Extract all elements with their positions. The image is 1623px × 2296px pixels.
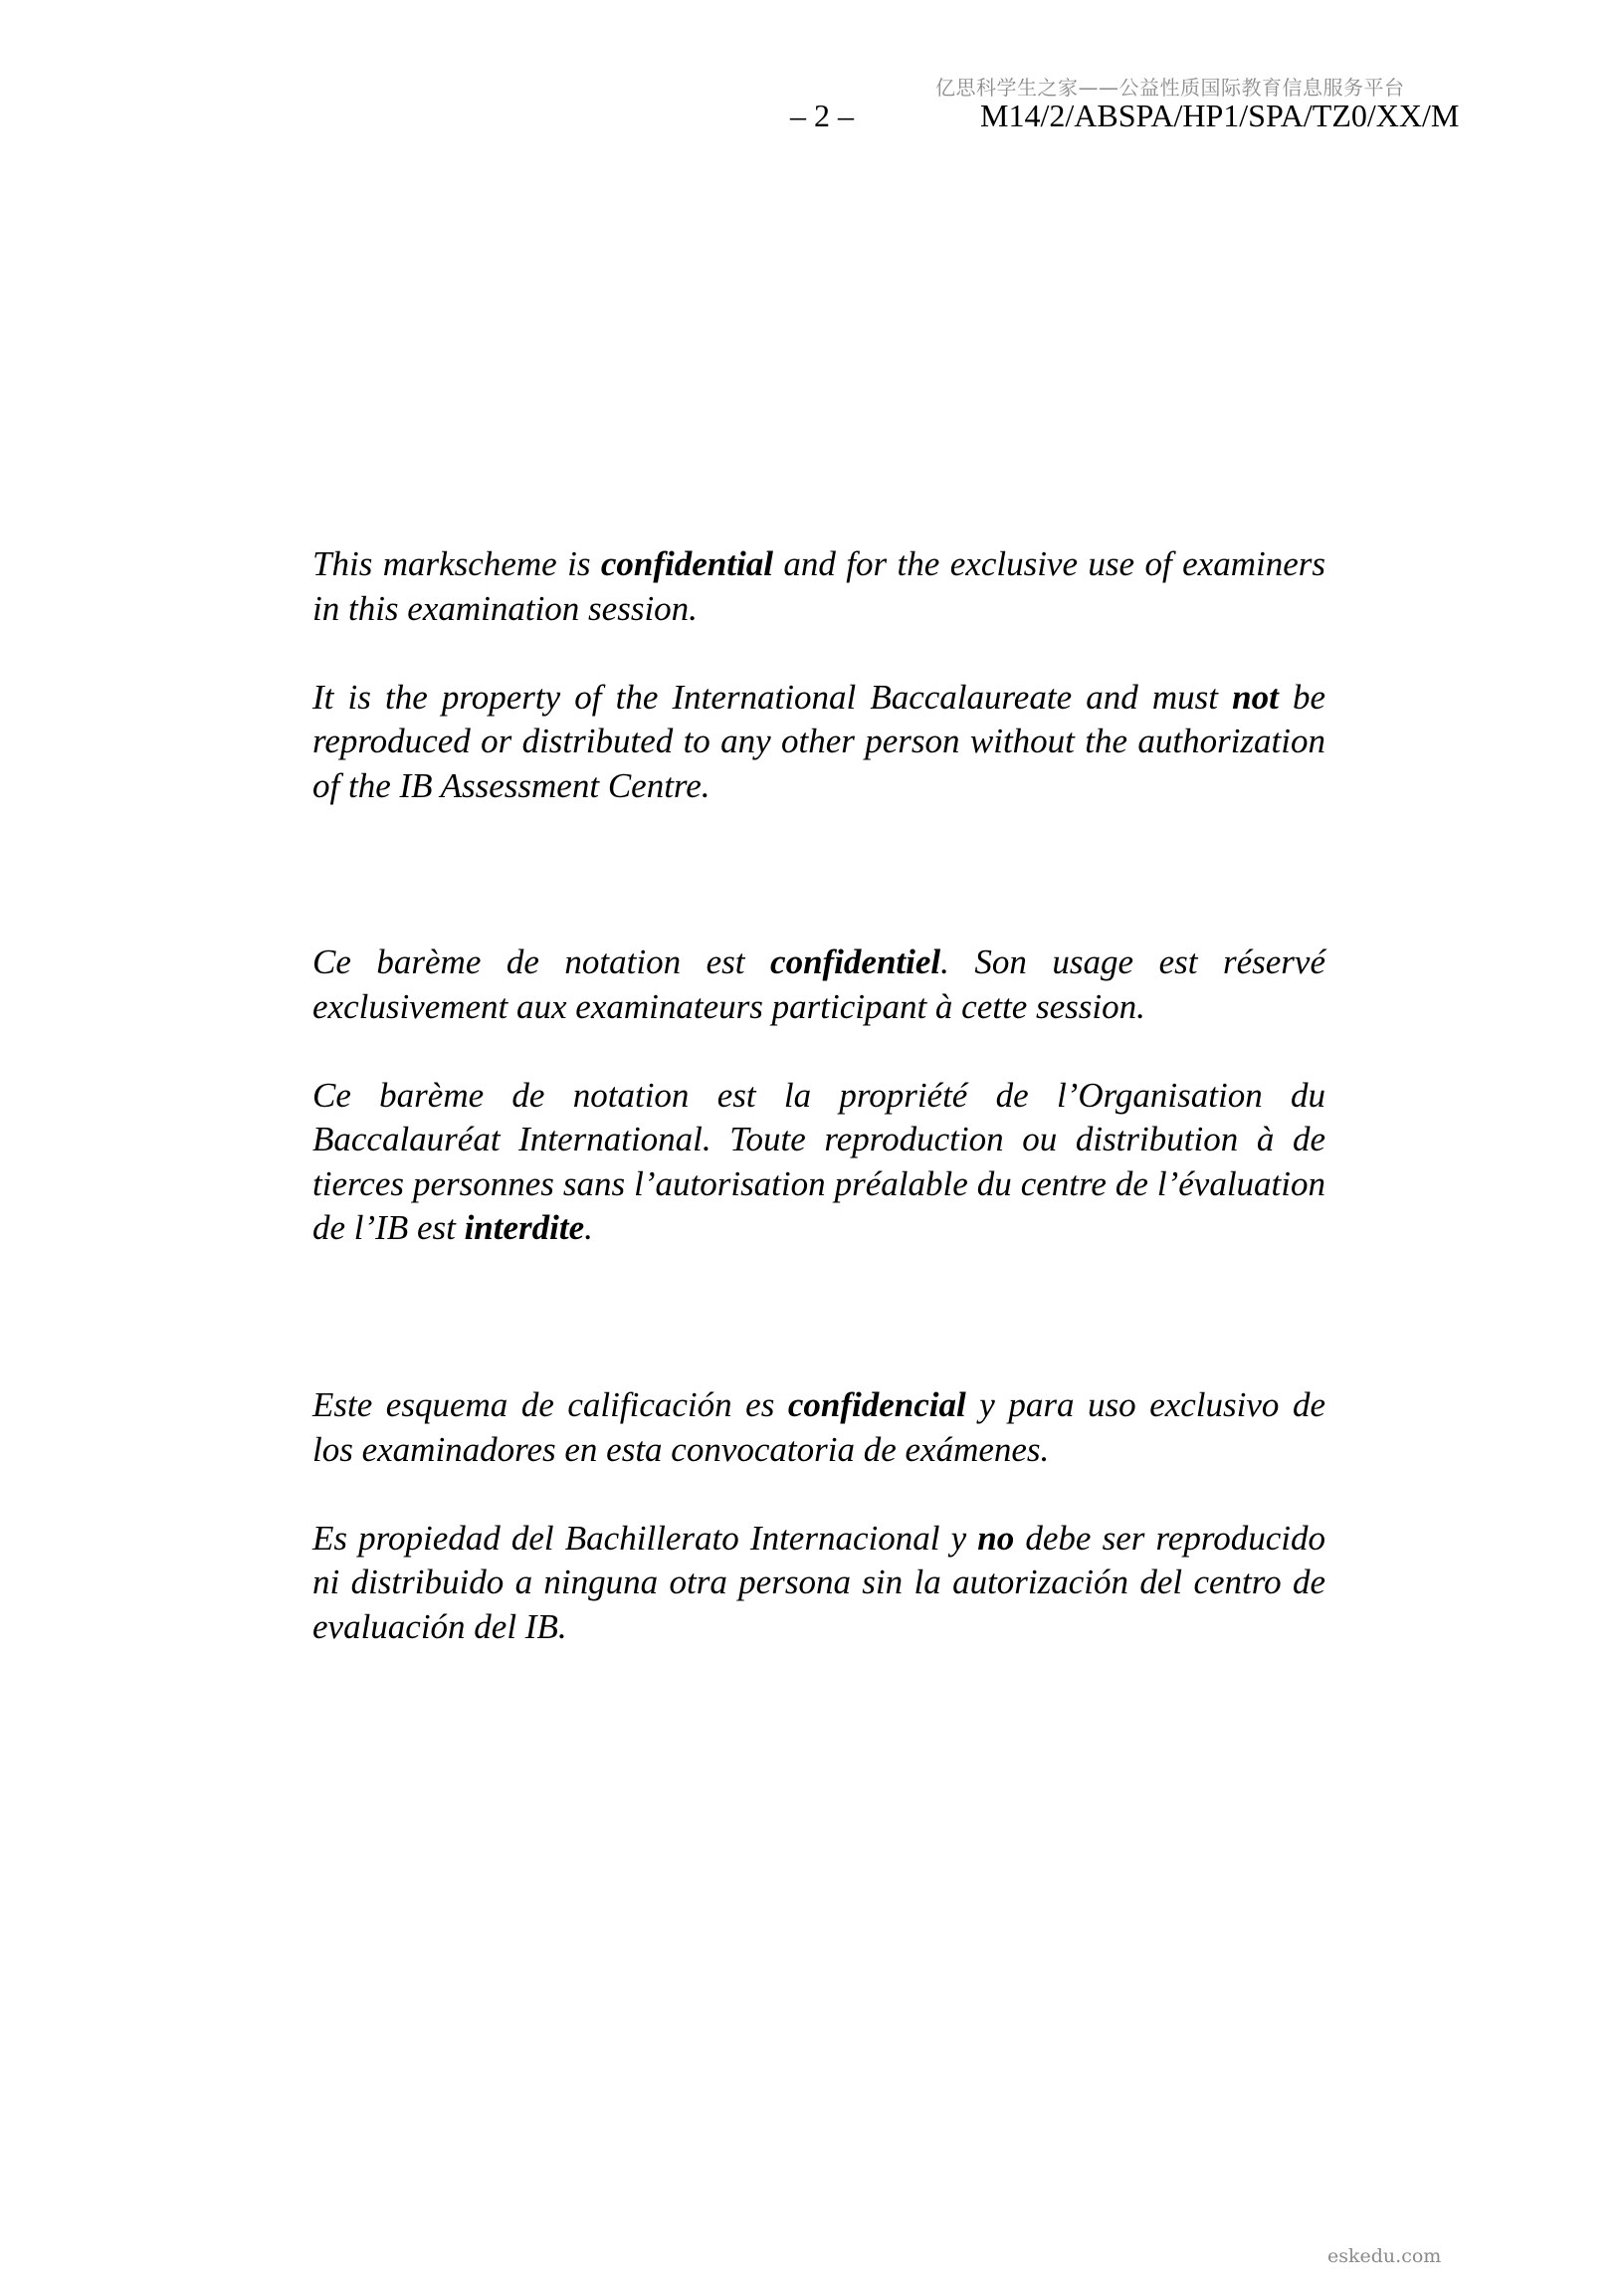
notice-emphasis: not <box>1232 677 1279 717</box>
page-number: – 2 – <box>790 98 854 133</box>
notice-text: Ce barème de notation est <box>312 942 771 981</box>
notice-text: . <box>584 1208 593 1247</box>
watermark-top: 亿思科学生之家——公益性质国际教育信息服务平台 <box>935 76 1405 100</box>
notice-text: Ce barème de notation est la propriété de l’Organisation du Baccalauréat International. Toute reproduction ou distribution à de tierces personnes sans l’autorisation préalable du centre de l’évaluation de l’IB est <box>312 1075 1325 1247</box>
confidentiality-notice-french <box>312 940 1325 1251</box>
notice-emphasis: interdite <box>464 1208 585 1247</box>
notice-french-paragraph-1 <box>312 940 1325 1029</box>
notice-text: This markscheme is <box>312 544 601 583</box>
document-code: M14/2/ABSPA/HP1/SPA/TZ0/XX/M <box>980 98 1460 133</box>
notice-text: and for the exclusive use of examiners in this examination session. <box>312 544 1325 628</box>
notice-text: Este esquema de calificación es <box>312 1385 788 1424</box>
notice-english-paragraph-1 <box>312 542 1325 631</box>
notice-text: . Son usage est réservé exclusivement aux examinateurs participant à cette session. <box>312 942 1325 1026</box>
notice-english-paragraph-2 <box>312 676 1325 809</box>
notice-text: y para uso exclusivo de los examinadores en esta convocatoria de exámenes. <box>312 1385 1325 1469</box>
notice-text: be reproduced or distributed to any other person without the authorization of the IB Assessment Centre. <box>312 677 1325 805</box>
confidentiality-notice-english <box>312 542 1325 808</box>
notice-spanish-paragraph-1 <box>312 1383 1325 1472</box>
notice-french-paragraph-2 <box>312 1074 1325 1251</box>
notice-emphasis: confidencial <box>787 1385 966 1424</box>
notice-emphasis: confidentiel <box>770 942 941 981</box>
notice-text: It is the property of the International Baccalaureate and must <box>312 677 1233 717</box>
watermark-bottom: eskedu.com <box>1327 2245 1442 2267</box>
notice-text: debe ser reproducido ni distribuido a ninguna otra persona sin la autorización del centro de evaluación del IB. <box>312 1518 1325 1646</box>
confidentiality-notice-spanish <box>312 1383 1325 1649</box>
notice-emphasis: confidential <box>600 544 773 583</box>
notice-spanish-paragraph-2 <box>312 1517 1325 1650</box>
notice-text: Es propiedad del Bachillerato Internacional y <box>312 1518 978 1558</box>
notice-emphasis: no <box>977 1518 1015 1558</box>
